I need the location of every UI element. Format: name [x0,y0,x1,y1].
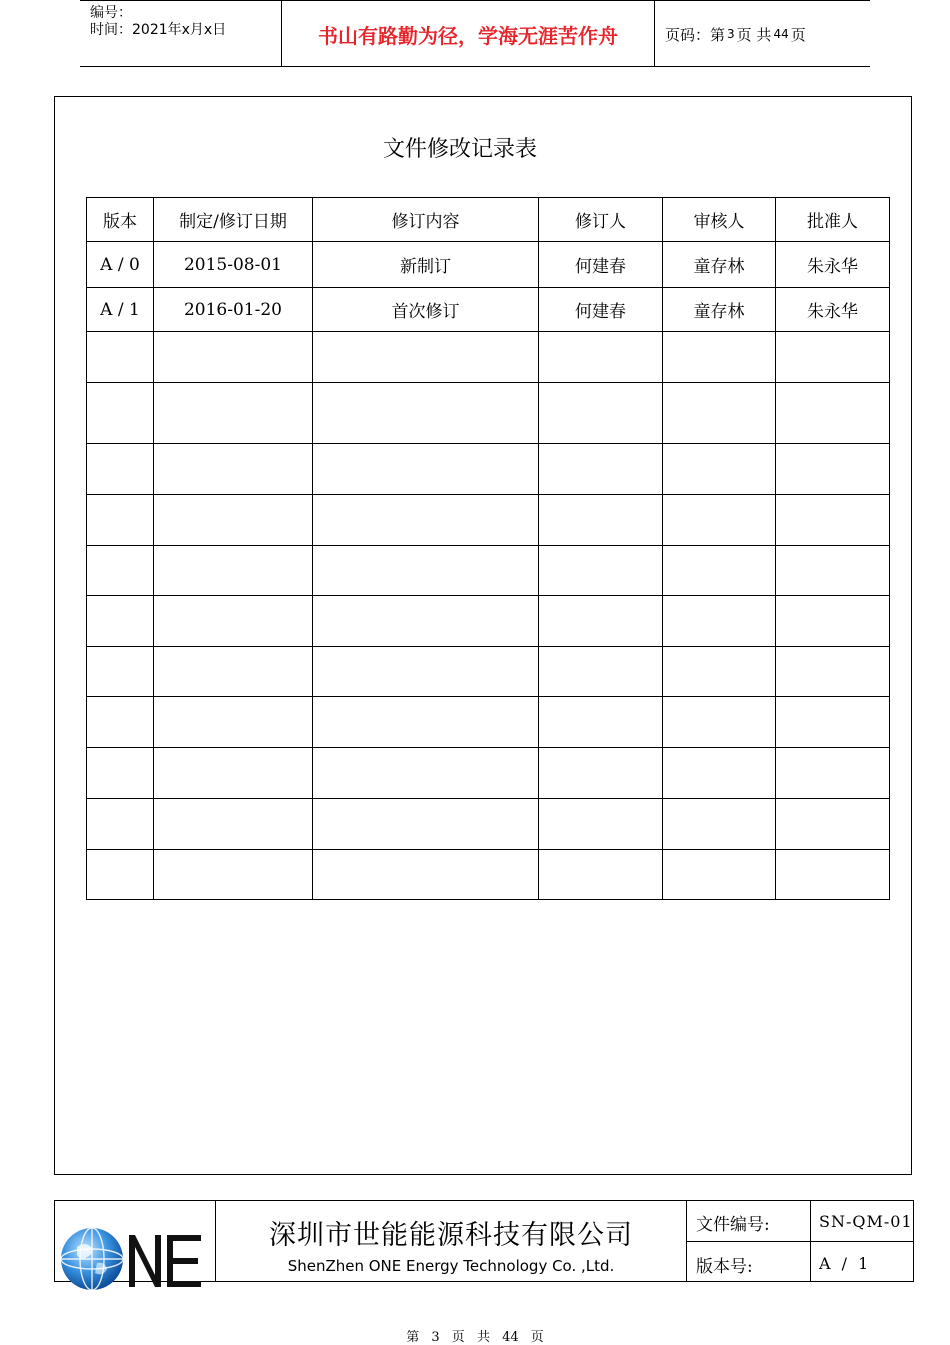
table-header-cell: 修订内容 [313,198,539,242]
table-cell: A / 1 [87,288,154,332]
table-cell [776,697,890,748]
table-row [87,647,890,697]
table-cell [154,546,313,596]
table-cell [313,748,539,799]
header-motto: 书山有路勤为径，学海无涯苦作舟 [318,23,618,48]
table-cell [87,647,154,697]
table-header-cell: 审核人 [663,198,776,242]
table-header-cell: 修订人 [539,198,663,242]
table-cell [539,647,663,697]
table-cell [663,495,776,546]
document-number-label: 编号： [90,5,132,21]
table-cell [87,850,154,900]
table-cell [776,748,890,799]
table-cell [776,546,890,596]
table-cell [539,383,663,444]
table-cell: 新制订 [313,242,539,288]
table-cell [663,383,776,444]
table-header-cell: 制定/修订日期 [154,198,313,242]
doc-number-value: SN-QM-01 [819,1212,913,1231]
table-cell [776,444,890,495]
table-cell [776,332,890,383]
page-suffix: 页 [790,25,806,44]
page-prefix: 页码：第 [665,25,726,44]
table-cell [313,850,539,900]
table-header-row [87,198,890,242]
header-meta [90,5,280,39]
table-cell [663,647,776,697]
table-cell [313,495,539,546]
footer-page-mid2: 共 [476,1330,490,1345]
table-cell [313,799,539,850]
table-cell [154,799,313,850]
table-cell [663,546,776,596]
table-cell [776,850,890,900]
table-cell: 朱永华 [776,288,890,332]
company-name-en: ShenZhen ONE Energy Technology Co. ,Ltd. [287,1257,615,1275]
company-logo [59,1225,209,1293]
table-cell [539,799,663,850]
table-cell [154,647,313,697]
table-cell [539,495,663,546]
table-cell [539,850,663,900]
table-cell [663,444,776,495]
table-cell [154,332,313,383]
header-divider [654,1,655,67]
table-cell: 朱永华 [776,242,890,288]
table-cell: 童存林 [663,288,776,332]
page-total: 44 [773,27,789,41]
table-row [87,288,890,332]
footer-divider [687,1241,913,1242]
table-cell [539,546,663,596]
table-cell: 2016-01-20 [154,288,313,332]
table-cell [539,697,663,748]
table-row [87,383,890,444]
table-cell [313,596,539,647]
table-cell: 童存林 [663,242,776,288]
company-name-cn: 深圳市世能能源科技有限公司 [269,1220,633,1251]
header-page-info [665,1,806,67]
doc-number-label: 文件编号: [696,1215,770,1235]
table-cell [539,444,663,495]
table-row [87,596,890,647]
table-header-cell: 批准人 [776,198,890,242]
table-cell [313,647,539,697]
table-cell [154,697,313,748]
table-cell: 何建春 [539,288,663,332]
table-cell: 2015-08-01 [154,242,313,288]
table-cell [663,799,776,850]
table-row [87,850,890,900]
table-cell [539,596,663,647]
table-cell [87,546,154,596]
table-cell: A / 0 [87,242,154,288]
page-header [80,0,870,67]
table-cell [313,546,539,596]
table-cell [313,697,539,748]
table-cell [87,444,154,495]
table-cell [87,799,154,850]
revision-table [86,197,890,900]
company-footer [54,1200,914,1282]
table-cell [776,495,890,546]
page-current: 3 [727,27,735,41]
version-label: 版本号: [696,1257,753,1277]
table-row [87,799,890,850]
document-title: 文件修改记录表 [382,137,537,162]
table-cell [663,748,776,799]
footer-page-prefix: 第 [406,1330,420,1345]
table-row [87,495,890,546]
table-cell [154,495,313,546]
table-cell [154,850,313,900]
table-cell [154,748,313,799]
table-header-cell: 版本 [87,198,154,242]
table-cell [87,697,154,748]
table-cell [539,332,663,383]
table-cell [87,596,154,647]
table-cell [87,383,154,444]
table-cell [539,748,663,799]
table-cell [663,596,776,647]
table-row [87,242,890,288]
version-value: A / 1 [819,1254,870,1273]
footer-page-total: 44 [502,1330,519,1345]
footer-page-current: 3 [431,1330,440,1345]
table-row [87,546,890,596]
table-cell [154,596,313,647]
table-cell [776,383,890,444]
table-cell [313,332,539,383]
footer-page-suffix: 页 [530,1330,544,1345]
table-cell [663,332,776,383]
table-row [87,748,890,799]
table-row [87,697,890,748]
page-footer [0,1326,950,1345]
table-cell: 何建春 [539,242,663,288]
table-cell [154,383,313,444]
table-cell: 首次修订 [313,288,539,332]
table-row [87,332,890,383]
table-cell [313,383,539,444]
table-cell [663,697,776,748]
table-cell [87,748,154,799]
footer-page-mid1: 页 [451,1330,465,1345]
table-cell [87,332,154,383]
table-cell [87,495,154,546]
page-mid: 页 共 [736,25,772,44]
table-cell [776,596,890,647]
table-row [87,444,890,495]
table-cell [776,799,890,850]
table-cell [313,444,539,495]
document-time: 时间：2021年x月x日 [90,22,227,38]
table-cell [663,850,776,900]
table-cell [776,647,890,697]
table-cell [154,444,313,495]
